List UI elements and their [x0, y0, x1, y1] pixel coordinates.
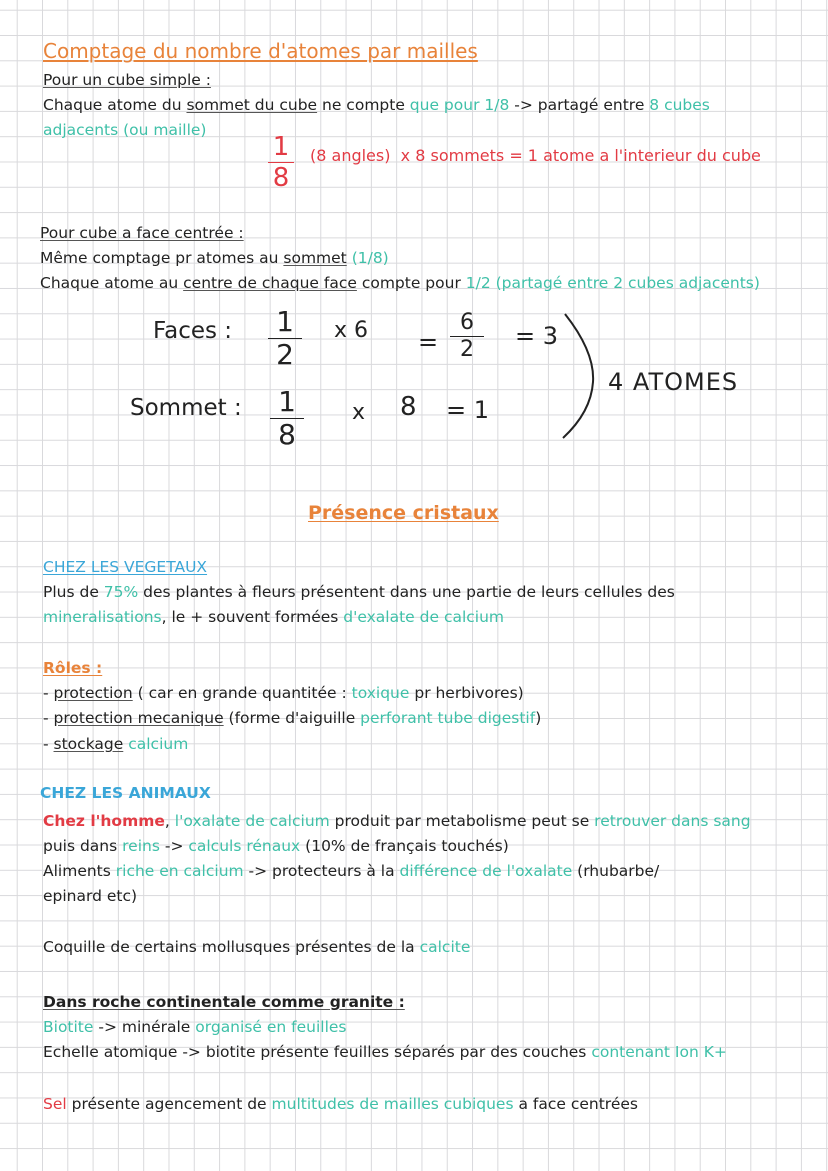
simple-cube-line-1	[43, 95, 710, 115]
animals-line-4: epinard etc)	[43, 887, 138, 905]
text: mineralisations	[43, 608, 162, 626]
simple-cube-formula	[310, 146, 761, 166]
text: Aliments	[43, 862, 116, 880]
animals-line-2	[43, 836, 509, 856]
text: différence de l'oxalate	[399, 862, 573, 880]
section-title: Présence cristaux	[308, 502, 499, 524]
brace-icon	[555, 312, 605, 442]
text: des plantes à fleurs présentent dans une partie de leurs cellules des	[138, 583, 675, 601]
text: -	[43, 684, 54, 702]
text: 1/2 (partagé entre 2 cubes adjacents)	[465, 274, 760, 292]
text: que pour 1/8	[409, 96, 510, 114]
faces-result: = 3	[515, 322, 559, 350]
text: stockage	[53, 735, 124, 753]
text: reins	[122, 837, 160, 855]
text: Chaque atome du	[43, 96, 187, 114]
page-title: Comptage du nombre d'atomes par mailles	[43, 39, 478, 63]
roles-heading: Rôles :	[43, 659, 103, 677]
faces-multiplier: x 6	[334, 318, 369, 343]
text: 8 cubes	[649, 96, 710, 114]
rock-heading: Dans roche continentale comme granite :	[43, 993, 405, 1011]
text: (10% de français touchés)	[300, 837, 509, 855]
total-atoms: 4 ATOMES	[608, 368, 739, 396]
text: ->	[159, 837, 189, 855]
salt-line	[43, 1094, 638, 1114]
text: Sel	[43, 1095, 67, 1113]
role-item-3	[43, 734, 188, 754]
simple-cube-label: Pour un cube simple :	[43, 71, 211, 89]
fraction-denominator: 8	[278, 418, 296, 451]
fraction-numerator: 1	[276, 305, 294, 338]
fraction-numerator: 1	[272, 132, 290, 162]
text: puis dans	[43, 837, 123, 855]
text: Echelle atomique -> biotite présente feuilles séparés par des couches	[43, 1043, 592, 1061]
text: protection	[53, 684, 133, 702]
text: contenant Ion K+	[591, 1043, 727, 1061]
fraction-denominator: 2	[460, 337, 474, 362]
text: sommet	[283, 249, 347, 267]
text: Coquille de certains mollusques présentes de la	[43, 938, 420, 956]
animals-heading: CHEZ LES ANIMAUX	[40, 784, 211, 802]
rock-line-2	[43, 1042, 727, 1062]
text: produit par metabolisme peut se	[329, 812, 595, 830]
fraction-one-eighth	[268, 134, 294, 191]
text: (forme d'aiguille	[223, 709, 361, 727]
faces-result-fraction	[450, 312, 484, 361]
text: toxique	[351, 684, 410, 702]
plants-heading: CHEZ LES VEGETAUX	[43, 558, 208, 576]
faces-equals: =	[418, 328, 439, 356]
text: (rhubarbe/	[572, 862, 660, 880]
fraction-denominator: 8	[272, 163, 290, 193]
text: organisé en feuilles	[195, 1018, 347, 1036]
text: protection mecanique	[53, 709, 224, 727]
fraction-numerator: 1	[278, 385, 296, 418]
fcc-line-2	[40, 273, 760, 293]
text: -> minérale	[93, 1018, 196, 1036]
text: Même comptage pr atomes au	[40, 249, 284, 267]
sommet-count: 8	[400, 392, 417, 422]
text: , le + souvent formées	[161, 608, 344, 626]
text: présente agencement de	[66, 1095, 272, 1113]
text: multitudes de mailles cubiques	[271, 1095, 514, 1113]
text: centre de chaque face	[183, 274, 357, 292]
text: Plus de	[43, 583, 104, 601]
text: a face centrées	[513, 1095, 638, 1113]
text: retrouver dans sang	[594, 812, 751, 830]
text: riche en calcium	[115, 862, 244, 880]
simple-cube-line-2: adjacents (ou maille)	[43, 121, 207, 139]
rock-line-1	[43, 1017, 347, 1037]
text: ne compte	[317, 96, 410, 114]
text: d'exalate de calcium	[343, 608, 505, 626]
sommet-fraction	[270, 385, 304, 451]
text: compte pour	[356, 274, 466, 292]
text: calcite	[419, 938, 471, 956]
text: (8 angles)	[310, 146, 391, 165]
text: l'oxalate de calcium	[174, 812, 330, 830]
text: -	[43, 735, 54, 753]
text: Biotite	[43, 1018, 94, 1036]
fraction-denominator: 2	[276, 338, 294, 371]
text: pr herbivores)	[409, 684, 524, 702]
plants-line-1	[43, 582, 675, 602]
mollusc-line	[43, 937, 470, 957]
text: ,	[164, 812, 175, 830]
text: calcium	[128, 735, 189, 753]
faces-fraction	[268, 305, 302, 371]
text: perforant tube digestif	[360, 709, 536, 727]
fcc-line-1	[40, 248, 389, 268]
animals-line-1	[43, 811, 751, 831]
plants-line-2	[43, 607, 504, 627]
text: -	[43, 709, 54, 727]
text: x 8 sommets = 1 atome a l'interieur du cube	[400, 146, 761, 165]
role-item-1	[43, 683, 524, 703]
text: (1/8)	[346, 249, 389, 267]
sommet-multiplier: x	[352, 400, 366, 425]
fcc-label: Pour cube a face centrée :	[40, 224, 244, 242]
faces-label: Faces :	[153, 318, 233, 344]
text: -> partagé entre	[509, 96, 650, 114]
text: sommet du cube	[186, 96, 318, 114]
fraction-numerator: 6	[460, 310, 474, 335]
sommet-label: Sommet :	[130, 395, 242, 421]
text: -> protecteurs à la	[243, 862, 400, 880]
sommet-result: = 1	[446, 396, 490, 424]
text: 75%	[103, 583, 139, 601]
text: Chaque atome au	[40, 274, 184, 292]
text: ( car en grande quantitée :	[132, 684, 352, 702]
role-item-2	[43, 708, 541, 728]
animals-line-3	[43, 861, 659, 881]
text: Chez l'homme	[43, 812, 165, 830]
text: calculs rénaux	[188, 837, 301, 855]
text: )	[535, 709, 542, 727]
